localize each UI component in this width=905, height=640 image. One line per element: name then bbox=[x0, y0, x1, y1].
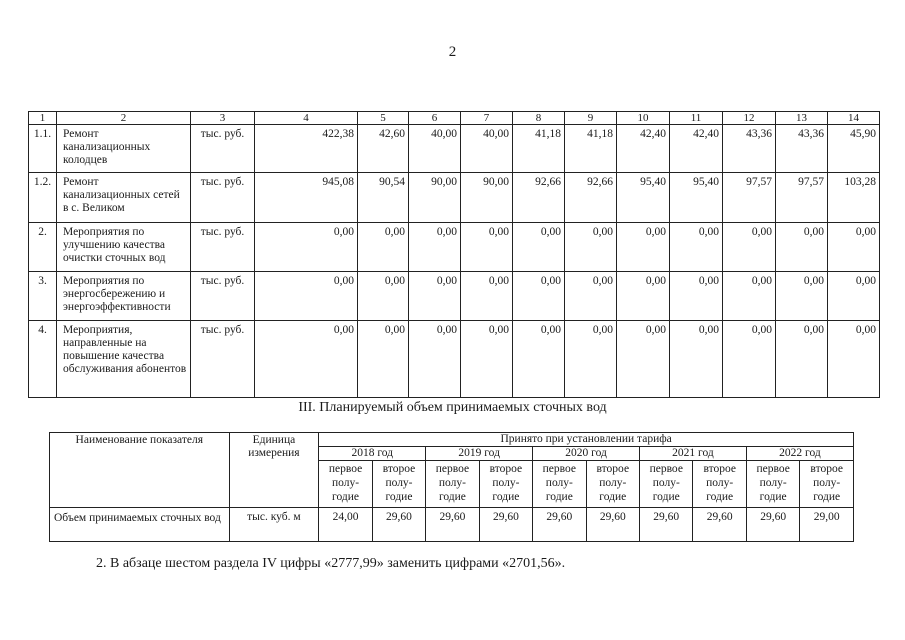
value-cell: 0,00 bbox=[828, 223, 880, 272]
first-half-header: первое полу-годие bbox=[746, 461, 799, 508]
second-half-header: второе полу-годие bbox=[372, 461, 425, 508]
value-cell: 0,00 bbox=[776, 321, 828, 398]
value-cell: 90,54 bbox=[358, 173, 409, 223]
first-half-header: первое полу-годие bbox=[426, 461, 479, 508]
value-cell: 0,00 bbox=[776, 223, 828, 272]
value-cell: 0,00 bbox=[461, 223, 513, 272]
measures-table bbox=[28, 111, 880, 398]
column-number: 2 bbox=[57, 112, 191, 125]
volume-value: 29,60 bbox=[693, 508, 746, 542]
row-name: Мероприятия по улучшению качества очистки сточных вод bbox=[57, 223, 191, 272]
value-cell: 92,66 bbox=[565, 173, 617, 223]
value-cell: 0,00 bbox=[565, 223, 617, 272]
first-half-header: первое полу-годие bbox=[640, 461, 693, 508]
value-cell: 0,00 bbox=[358, 321, 409, 398]
volume-value: 29,60 bbox=[479, 508, 532, 542]
value-cell: 43,36 bbox=[723, 125, 776, 173]
value-cell: 0,00 bbox=[828, 272, 880, 321]
header-indicator-name: Наименование показателя bbox=[50, 433, 230, 508]
volume-value: 29,60 bbox=[586, 508, 639, 542]
value-cell: 0,00 bbox=[828, 321, 880, 398]
row-number: 2. bbox=[29, 223, 57, 272]
volume-value: 24,00 bbox=[319, 508, 372, 542]
row-name: Ремонт канализационных колодцев bbox=[57, 125, 191, 173]
volume-value: 29,60 bbox=[372, 508, 425, 542]
value-cell: 40,00 bbox=[409, 125, 461, 173]
column-number: 6 bbox=[409, 112, 461, 125]
value-cell: 45,90 bbox=[828, 125, 880, 173]
header-unit: Единица измерения bbox=[229, 433, 319, 508]
volume-value: 29,60 bbox=[426, 508, 479, 542]
volume-value: 29,60 bbox=[746, 508, 799, 542]
value-cell: 0,00 bbox=[409, 223, 461, 272]
value-cell: 0,00 bbox=[776, 272, 828, 321]
column-number: 11 bbox=[670, 112, 723, 125]
column-number-row bbox=[29, 112, 880, 125]
table-row bbox=[29, 321, 880, 398]
value-cell: 40,00 bbox=[461, 125, 513, 173]
value-cell: 0,00 bbox=[617, 321, 670, 398]
table-row bbox=[29, 173, 880, 223]
value-cell: 95,40 bbox=[617, 173, 670, 223]
column-number: 8 bbox=[513, 112, 565, 125]
column-number: 12 bbox=[723, 112, 776, 125]
row-name: Мероприятия по энергосбережению и энергоэффективности bbox=[57, 272, 191, 321]
value-cell: 0,00 bbox=[513, 321, 565, 398]
table-row bbox=[29, 272, 880, 321]
value-cell: 90,00 bbox=[461, 173, 513, 223]
value-cell: 0,00 bbox=[409, 321, 461, 398]
column-number: 5 bbox=[358, 112, 409, 125]
value-cell: 97,57 bbox=[723, 173, 776, 223]
second-half-header: второе полу-годие bbox=[479, 461, 532, 508]
value-cell: 43,36 bbox=[776, 125, 828, 173]
value-cell: 0,00 bbox=[461, 321, 513, 398]
value-cell: 42,40 bbox=[617, 125, 670, 173]
value-cell: 0,00 bbox=[255, 223, 358, 272]
value-cell: 92,66 bbox=[513, 173, 565, 223]
value-cell: 0,00 bbox=[723, 223, 776, 272]
second-half-header: второе полу-годие bbox=[586, 461, 639, 508]
year-header: 2020 год bbox=[533, 447, 640, 461]
row-number: 1.1. bbox=[29, 125, 57, 173]
table-row bbox=[29, 223, 880, 272]
row-name: Ремонт канализационных сетей в с. Великом bbox=[57, 173, 191, 223]
value-cell: 0,00 bbox=[409, 272, 461, 321]
row-unit: тыс. руб. bbox=[191, 321, 255, 398]
value-cell: 41,18 bbox=[565, 125, 617, 173]
value-cell: 0,00 bbox=[358, 272, 409, 321]
row-name: Мероприятия, направленные на повышение качества обслуживания абонентов bbox=[57, 321, 191, 398]
column-number: 10 bbox=[617, 112, 670, 125]
second-half-header: второе полу-годие bbox=[800, 461, 854, 508]
year-header: 2022 год bbox=[746, 447, 853, 461]
volume-row-unit: тыс. куб. м bbox=[229, 508, 319, 542]
value-cell: 0,00 bbox=[513, 223, 565, 272]
value-cell: 0,00 bbox=[670, 223, 723, 272]
row-number: 3. bbox=[29, 272, 57, 321]
volume-value: 29,60 bbox=[640, 508, 693, 542]
year-header: 2019 год bbox=[426, 447, 533, 461]
value-cell: 42,60 bbox=[358, 125, 409, 173]
column-number: 9 bbox=[565, 112, 617, 125]
value-cell: 0,00 bbox=[723, 272, 776, 321]
volume-value: 29,60 bbox=[533, 508, 586, 542]
section-title: III. Планируемый объем принимаемых сточных вод bbox=[298, 400, 607, 415]
value-cell: 0,00 bbox=[461, 272, 513, 321]
row-number: 1.2. bbox=[29, 173, 57, 223]
value-cell: 103,28 bbox=[828, 173, 880, 223]
value-cell: 0,00 bbox=[513, 272, 565, 321]
column-number: 1 bbox=[29, 112, 57, 125]
value-cell: 0,00 bbox=[565, 321, 617, 398]
amendment-note: 2. В абзаце шестом раздела IV цифры «2777,99» заменить цифрами «2701,56». bbox=[96, 556, 566, 571]
value-cell: 95,40 bbox=[670, 173, 723, 223]
volume-table bbox=[49, 432, 854, 542]
row-unit: тыс. руб. bbox=[191, 125, 255, 173]
value-cell: 0,00 bbox=[255, 321, 358, 398]
value-cell: 0,00 bbox=[617, 223, 670, 272]
volume-value: 29,00 bbox=[800, 508, 854, 542]
value-cell: 97,57 bbox=[776, 173, 828, 223]
first-half-header: первое полу-годие bbox=[533, 461, 586, 508]
value-cell: 0,00 bbox=[670, 321, 723, 398]
value-cell: 0,00 bbox=[358, 223, 409, 272]
table-row bbox=[29, 125, 880, 173]
column-number: 13 bbox=[776, 112, 828, 125]
value-cell: 0,00 bbox=[617, 272, 670, 321]
column-number: 7 bbox=[461, 112, 513, 125]
volume-row-name: Объем принимаемых сточных вод bbox=[50, 508, 230, 542]
value-cell: 0,00 bbox=[255, 272, 358, 321]
value-cell: 945,08 bbox=[255, 173, 358, 223]
year-header: 2018 год bbox=[319, 447, 426, 461]
row-unit: тыс. руб. bbox=[191, 223, 255, 272]
row-unit: тыс. руб. bbox=[191, 173, 255, 223]
value-cell: 41,18 bbox=[513, 125, 565, 173]
page-number: 2 bbox=[448, 44, 457, 60]
value-cell: 0,00 bbox=[723, 321, 776, 398]
value-cell: 42,40 bbox=[670, 125, 723, 173]
value-cell: 0,00 bbox=[670, 272, 723, 321]
column-number: 3 bbox=[191, 112, 255, 125]
row-unit: тыс. руб. bbox=[191, 272, 255, 321]
value-cell: 422,38 bbox=[255, 125, 358, 173]
column-number: 4 bbox=[255, 112, 358, 125]
first-half-header: первое полу-годие bbox=[319, 461, 372, 508]
second-half-header: второе полу-годие bbox=[693, 461, 746, 508]
value-cell: 0,00 bbox=[565, 272, 617, 321]
header-accepted: Принято при установлении тарифа bbox=[319, 433, 854, 447]
column-number: 14 bbox=[828, 112, 880, 125]
row-number: 4. bbox=[29, 321, 57, 398]
value-cell: 90,00 bbox=[409, 173, 461, 223]
year-header: 2021 год bbox=[640, 447, 747, 461]
